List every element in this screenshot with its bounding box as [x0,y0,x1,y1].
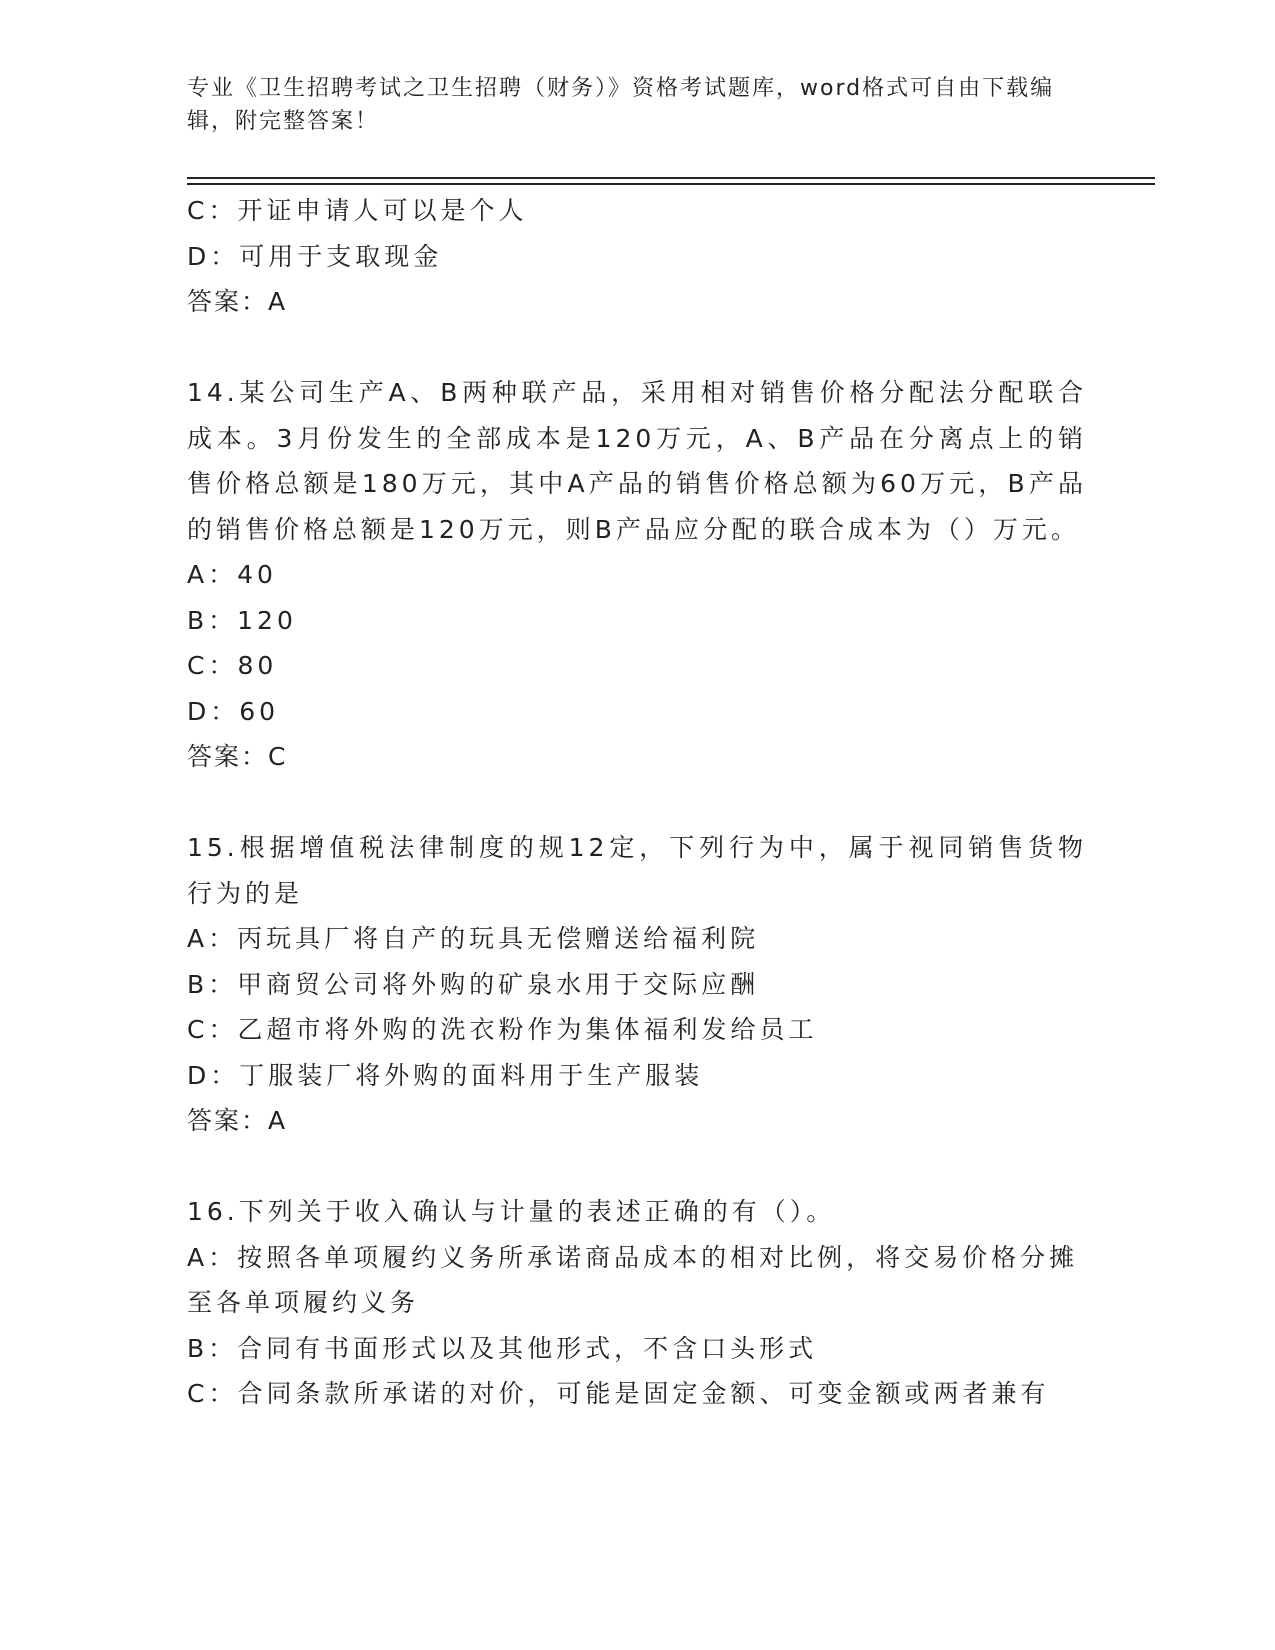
option-d: D：可用于支取现金 [187,241,443,271]
question-stem: 14.某公司生产A、B两种联产品，采用相对销售价格分配法分配联合成本。3月份发生的全部成本是120万元，A、B产品在分离点上的销售价格总额是180万元，其中A产品的销售价格总额为60万元，B产品的销售价格总额是120万元，则B产品应分配的联合成本为（）万元。 [187,378,1087,544]
header-rule-top [187,177,1155,179]
question-block-15 [187,825,1087,1144]
question-stem: 15.根据增值税法律制度的规12定，下列行为中，属于视同销售货物行为的是 [187,833,1087,908]
document-body [187,188,1087,1417]
option-a: A：丙玩具厂将自产的玩具无偿赠送给福利院 [187,924,760,953]
option-c: C：乙超市将外购的洗衣粉作为集体福利发给员工 [187,1015,818,1044]
answer-line: 答案：C [187,742,288,771]
spacer [187,325,1087,371]
answer-line: 答案：A [187,1106,288,1135]
question-stem: 16.下列关于收入确认与计量的表述正确的有（）。 [187,1197,836,1226]
option-b: B：合同有书面形式以及其他形式，不含口头形式 [187,1333,818,1363]
option-c: C：80 [187,651,278,680]
option-c: C：合同条款所承诺的对价，可能是固定金额、可变金额或两者兼有 [187,1379,1050,1408]
question-block-previous [187,188,1087,325]
option-b: B：甲商贸公司将外购的矿泉水用于交际应酬 [187,969,760,999]
option-a: A：40 [187,560,277,589]
header-rule-bottom [187,183,1155,185]
option-d: D：60 [187,696,280,726]
option-c: C：开证申请人可以是个人 [187,196,528,225]
question-block-14 [187,370,1087,780]
option-b: B：120 [187,605,297,635]
option-a: A：按照各单项履约义务所承诺商品成本的相对比例，将交易价格分摊至各单项履约义务 [187,1242,1079,1317]
question-block-16 [187,1189,1087,1417]
option-d: D：丁服装厂将外购的面料用于生产服装 [187,1060,704,1090]
spacer [187,780,1087,826]
document-header: 专业《卫生招聘考试之卫生招聘（财务）》资格考试题库，word格式可自由下载编辑，附完整答案！ [187,76,1055,134]
spacer [187,1144,1087,1190]
answer-line: 答案：A [187,287,288,316]
